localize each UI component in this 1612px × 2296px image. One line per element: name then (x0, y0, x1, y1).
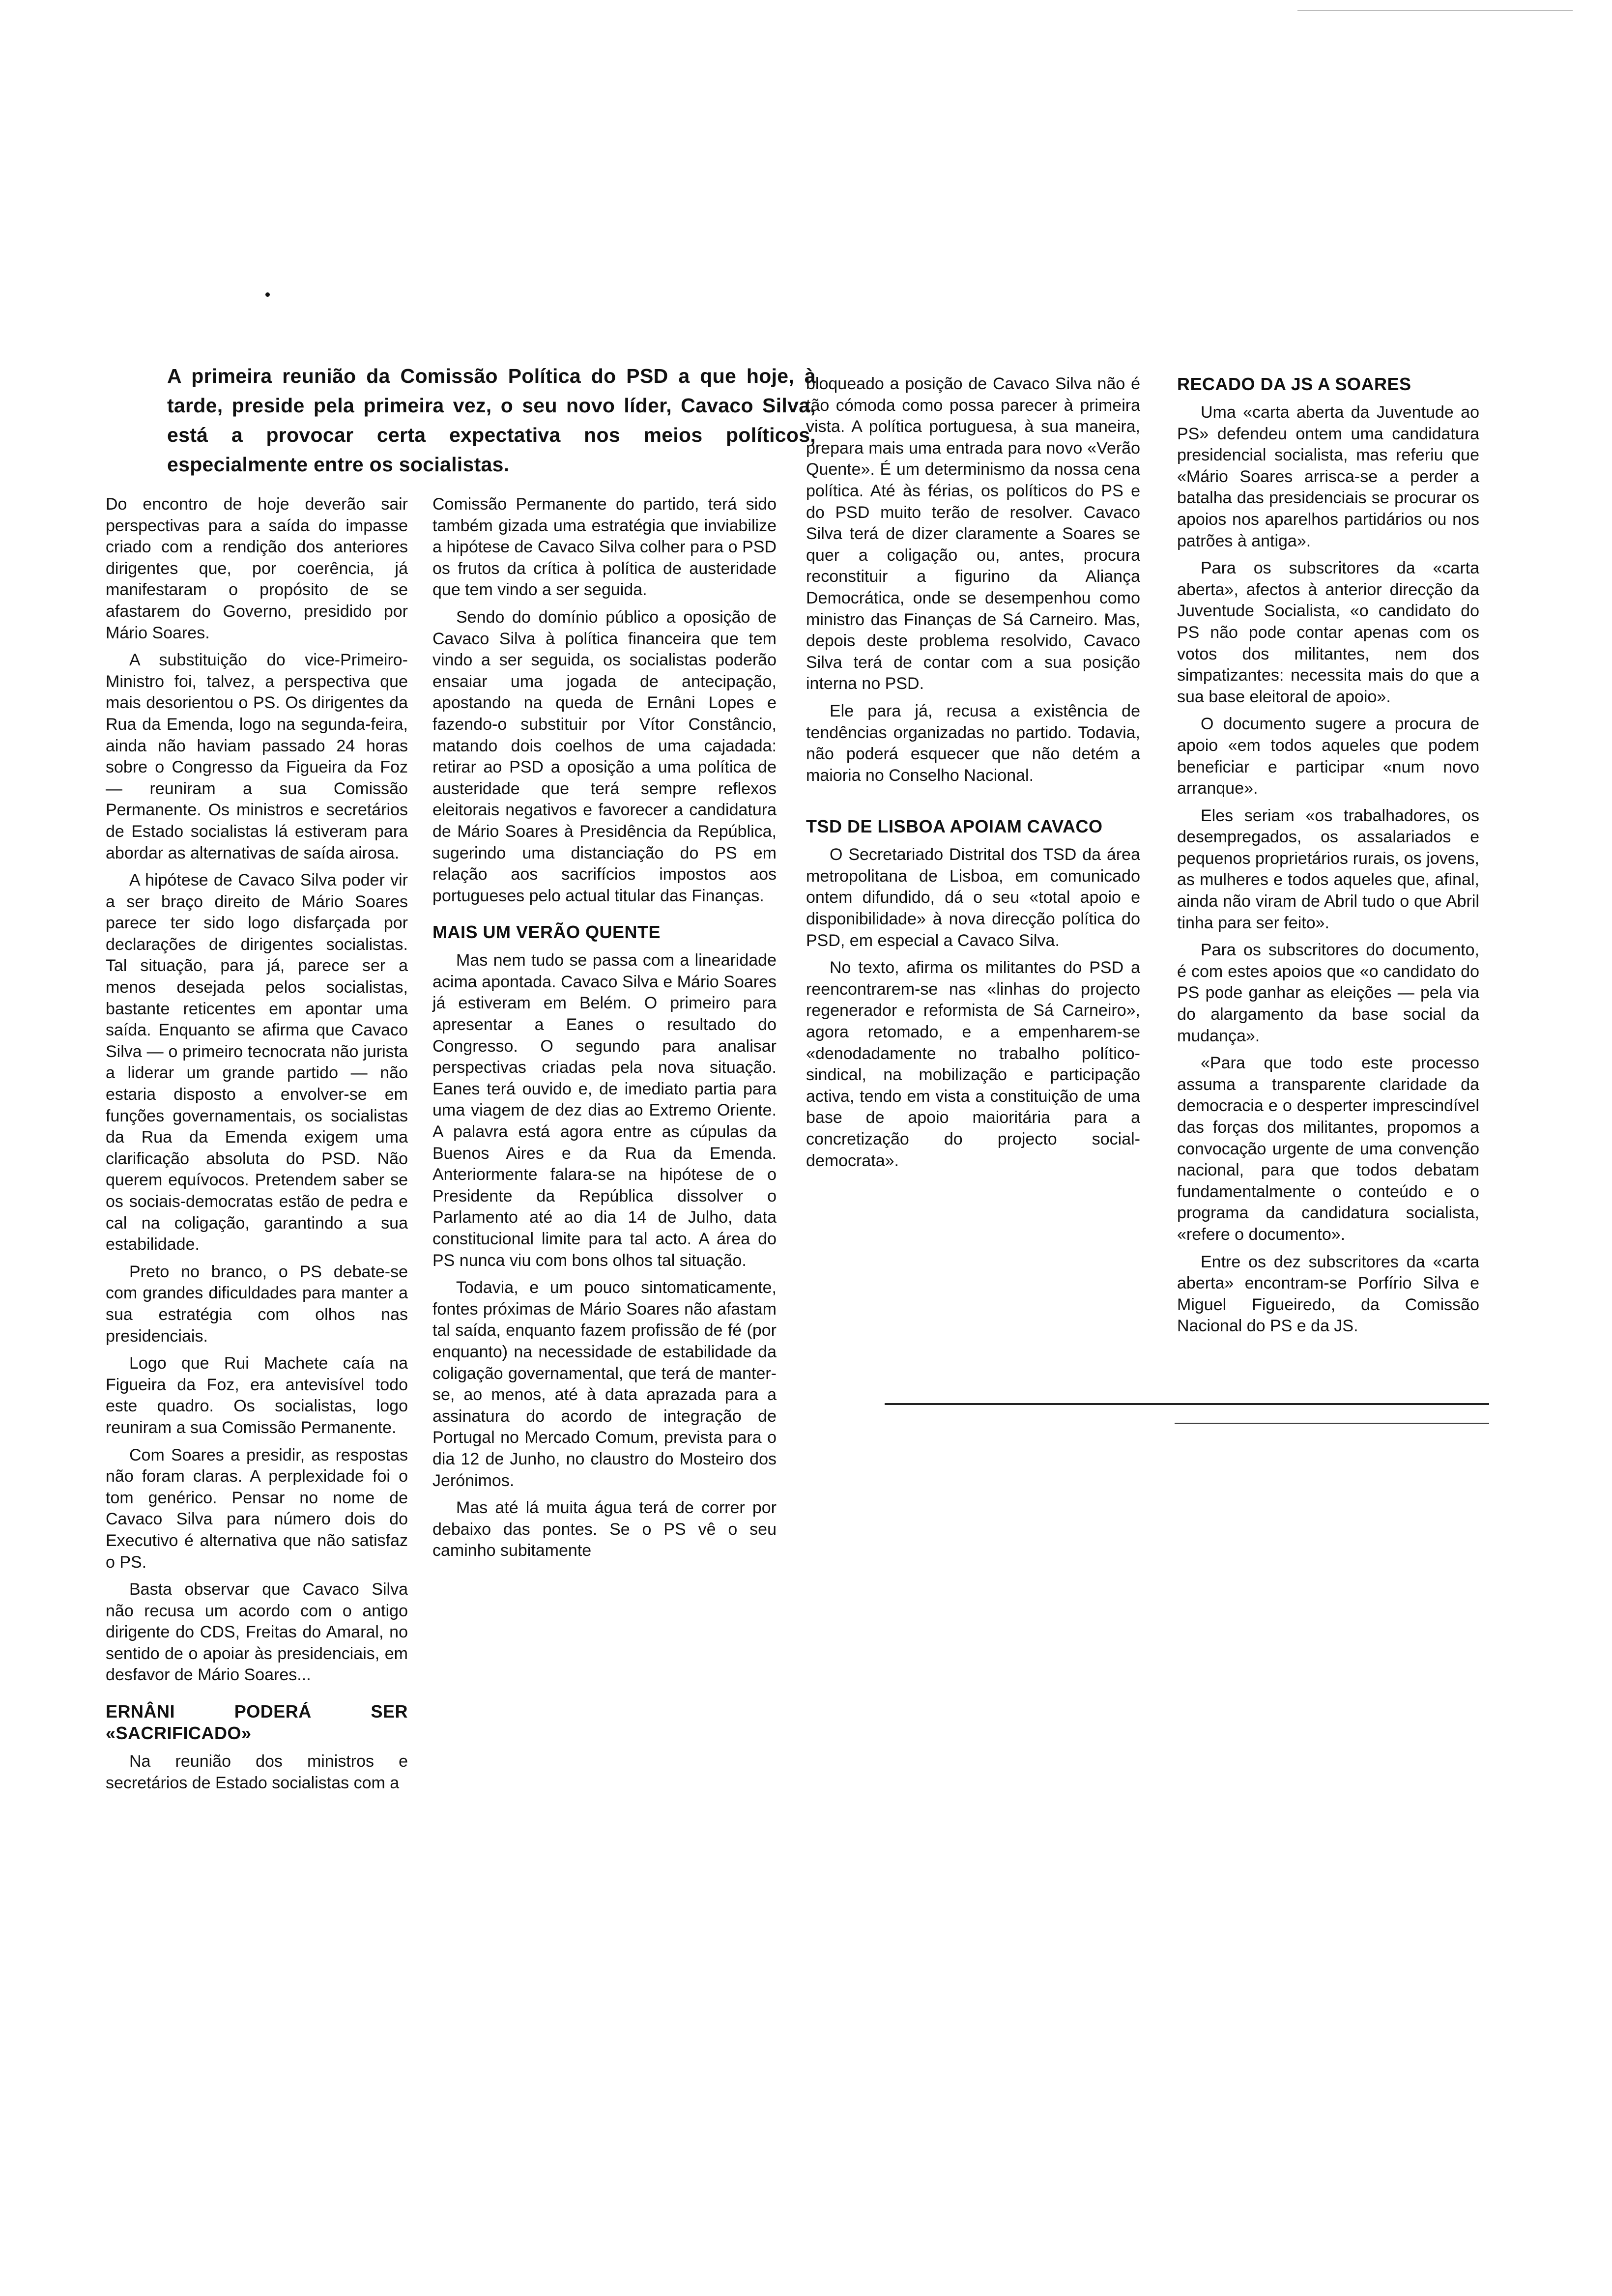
paragraph: «Para que todo este processo assuma a transparente claridade da democracia e o desperter imprescindível das forças dos militantes, propomos a convocação urgente de uma convenção nacional, para que todos debatam fundamentalmente o conteúdo e o programa da candidatura socialista, «refere o documento». (1177, 1054, 1479, 1244)
paragraph: Do encontro de hoje deverão sair perspectivas para a saída do impasse criado com a rendição dos anteriores dirigentes que, por coerência, já manifestaram o propósito de se afastarem do Governo, presidido por Mário Soares. (106, 495, 408, 642)
paragraph: Comissão Permanente do partido, terá sido também gizada uma estratégia que inviabilize a hipótese de Cavaco Silva colher para o PSD os frutos da crítica à política de austeridade que tem vindo a ser seguida. (432, 495, 777, 600)
column-1 (106, 494, 408, 1800)
paragraph: A hipótese de Cavaco Silva poder vir a ser braço direito de Mário Soares parece ter sido logo disfarçada por declarações de dirigentes socialistas. Tal situação, para já, parece ser a menos desejada pelos socialistas, bastante reticentes em apontar uma saída. Enquanto se afirma que Cavaco Silva — o primeiro tecnocrata não jurista a liderar um grande partido — não estaria disposto a envolver-se em funções governamentais, os socialistas da Rua da Emenda exigem uma clarificação absoluta do PSD. Não querem equívocos. Pretendem saber se os sociais-democratas estão de pedra e cal na coligação, garantindo a sua estabilidade. (106, 871, 408, 1254)
top-rule (1297, 10, 1573, 11)
column-2 (432, 494, 777, 1568)
paragraph: No texto, afirma os militantes do PSD a reencontrarem-se nas «linhas do projecto regenerador e reformista de Sá Carneiro», agora retomado, e a empenharem-se «denodadamente no trabalho político-sindical, na mobilização e participação activa, tendo em vista a constituição de uma base de apoio maioritária para a concretização do projecto social-democrata». (806, 958, 1140, 1170)
divider-rule (1175, 1423, 1489, 1424)
paragraph: O Secretariado Distrital dos TSD da área metropolitana de Lisboa, em comunicado ontem difundido, dá o seu «total apoio e disponibilidade» à nova direcção política do PSD, em especial a Cavaco Silva. (806, 845, 1140, 950)
subheading: MAIS UM VERÃO QUENTE (432, 922, 661, 943)
stray-mark (265, 292, 270, 297)
paragraph: Sendo do domínio público a oposição de Cavaco Silva à política financeira que tem vindo a ser seguida, os socialistas poderão ensaiar uma jogada de antecipação, apostando na queda de Ernâni Lopes e fazendo-o substituir por Vítor Constâncio, matando dois coelhos de uma cajadada: retirar ao PSD a oposição a uma política de austeridade que terá sempre reflexos eleitorais negativos e favorecer a candidatura de Mário Soares à Presidência da República, sugerindo uma distanciação do PS em relação aos sacrifícios impostos aos portugueses pelo actual titular das Finanças. (432, 607, 777, 905)
paragraph: Logo que Rui Machete caía na Figueira da Foz, era antevisível todo este quadro. Os socialistas, logo reuniram a sua Comissão Permanente. (106, 1354, 408, 1437)
paragraph: bloqueado a posição de Cavaco Silva não é tão cómoda como possa parecer à primeira vista. A política portuguesa, à sua maneira, prepara mais uma entrada para novo «Verão Quente». É um determinismo da nossa cena política. Até às férias, os políticos do PS e do PSD muito terão de resolver. Cavaco Silva terá de dizer claramente a Soares se quer a coligação ou, antes, procura reconstituir a figurino da Aliança Democrática, onde se desempenhou como ministro das Finanças de Sá Carneiro. Mas, depois deste problema resolvido, Cavaco Silva terá de contar com a sua posição interna no PSD. (806, 374, 1140, 693)
paragraph: Basta observar que Cavaco Silva não recusa um acordo com o antigo dirigente do CDS, Freitas do Amaral, no sentido de o apoiar às presidenciais, em desfavor de Mário Soares... (106, 1580, 408, 1685)
paragraph: Eles seriam «os trabalhadores, os desempregados, os assalariados e pequenos proprietários rurais, os jovens, as mulheres e todos aqueles que, afinal, ainda não viram de Abril tudo o que Abril tinha para ser feito». (1177, 806, 1479, 932)
paragraph: A substituição do vice-Primeiro-Ministro foi, talvez, a perspectiva que mais desorientou o PS. Os dirigentes da Rua da Emenda, logo na segunda-feira, ainda não haviam passado 24 horas sobre o Congresso da Figueira da Foz — reuniram a sua Comissão Permanente. Os ministros e secretários de Estado socialistas lá estiveram para abordar as alternativas de saída airosa. (106, 651, 408, 862)
paragraph: O documento sugere a procura de apoio «em todos aqueles que podem beneficiar e participar «num novo arranque». (1177, 715, 1479, 798)
paragraph: Mas até lá muita água terá de correr por debaixo das pontes. Se o PS vê o seu caminho subitamente (432, 1498, 777, 1560)
paragraph: Uma «carta aberta da Juventude ao PS» defendeu ontem uma candidatura presidencial socialista, mas referiu que «Mário Soares arrisca-se a perder a batalha das presidenciais se procurar os apoios nos aparelhos partidários ou nos patrões à antiga». (1177, 403, 1479, 550)
subheading: TSD DE LISBOA APOIAM CAVACO (806, 816, 1103, 837)
lead-paragraph: A primeira reunião da Comissão Política do PSD a que hoje, à tarde, preside pela primeira vez, o seu novo líder, Cavaco Silva, está a provocar certa expectativa nos meios políticos, especialmente entre os socialistas. (167, 365, 816, 476)
subheading: ERNÂNI PODERÁ SER «SACRIFICADO» (106, 1701, 408, 1744)
paragraph: Entre os dez subscritores da «carta aberta» encontram-se Porfírio Silva e Miguel Figueiredo, da Comissão Nacional do PS e da JS. (1177, 1252, 1479, 1336)
paragraph: Para os subscritores do documento, é com estes apoios que «o candidato do PS pode ganhar as eleições — pela via do alargamento da base social da mudança». (1177, 941, 1479, 1045)
subheading: RECADO DA JS A SOARES (1177, 374, 1411, 394)
divider-rule (885, 1403, 1489, 1405)
paragraph: Todavia, e um pouco sintomaticamente, fontes próximas de Mário Soares não afastam tal saída, enquanto fazem profissão de fé (por enquanto) na necessidade de estabilidade da coligação governamental, que terá de manter-se, ao menos, até à data aprazada para a assinatura do acordo de integração de Portugal no Mercado Comum, prevista para o dia 12 de Junho, no claustro do Mosteiro dos Jerónimos. (432, 1278, 777, 1490)
paragraph: Ele para já, recusa a existência de tendências organizadas no partido. Todavia, não poderá esquecer que não detém a maioria no Conselho Nacional. (806, 701, 1140, 785)
paragraph: Mas nem tudo se passa com a linearidade acima apontada. Cavaco Silva e Mário Soares já estiveram em Belém. O primeiro para apresentar a Eanes o resultado do Congresso. O segundo para analisar perspectivas criadas pela nova situação. Eanes terá ouvido e, de imediato partia para uma viagem de dez dias ao Extremo Oriente. A palavra está agora entre as cúpulas da Buenos Aires e da Rua da Emenda. Anteriormente falara-se na hipótese de o Presidente da República dissolver o Parlamento até ao dia 14 de Julho, data constitucional limite para tal acto. A área do PS nunca viu com bons olhos tal situação. (432, 951, 777, 1270)
paragraph: Com Soares a presidir, as respostas não foram claras. A perplexidade foi o tom genérico. Pensar no nome de Cavaco Silva para número dois do Executivo é alternativa que não satisfaz o PS. (106, 1445, 408, 1572)
column-4 (1177, 373, 1479, 1343)
paragraph: Preto no branco, o PS debate-se com grandes dificuldades para manter a sua estratégia com olhos nas presidenciais. (106, 1262, 408, 1346)
paragraph: Na reunião dos ministros e secretários de Estado socialistas com a (106, 1752, 408, 1792)
paragraph: Para os subscritores da «carta aberta», afectos à anterior direcção da Juventude Socialista, «o candidato do PS não pode contar apenas com os votos dos militantes, nem dos simpatizantes: necessita mais do que a sua base eleitoral de apoio». (1177, 559, 1479, 706)
column-3 (806, 373, 1140, 1177)
